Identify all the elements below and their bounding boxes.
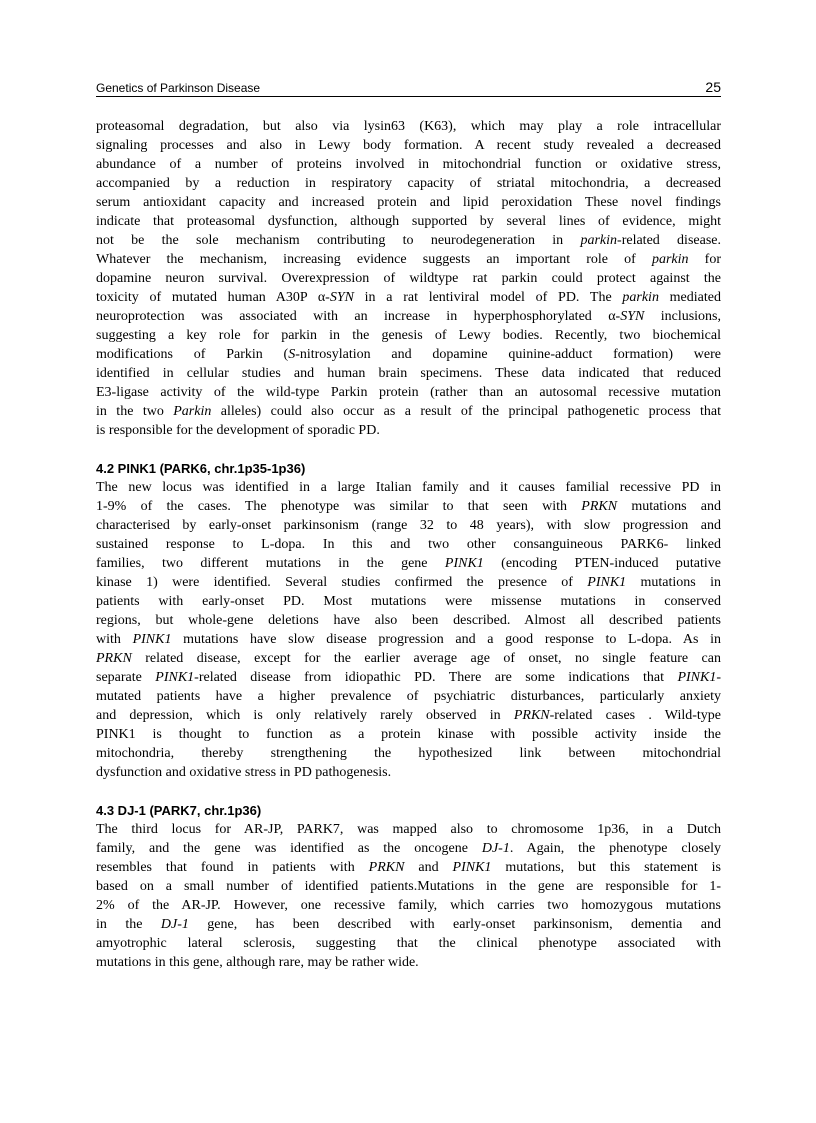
text-run: neuroprotection was associated with an increase in hyperphosphorylated α-: [96, 309, 621, 324]
text-run: is responsible for the development of sporadic PD.: [96, 423, 380, 438]
text-line: [96, 934, 721, 953]
running-title: Genetics of Parkinson Disease: [96, 81, 261, 95]
text-run: accompanied by a reduction in respiratory capacity of striatal mitochondria, a decreased: [96, 176, 721, 191]
text-line: [96, 212, 721, 231]
italic-term: SYN: [620, 309, 645, 324]
text-line: [96, 288, 721, 307]
text-line: [96, 269, 721, 288]
text-line: [96, 820, 721, 839]
text-run: resembles that found in patients with: [96, 860, 369, 875]
text-line: [96, 402, 721, 421]
text-run: mutations in this gene, although rare, may be rather wide.: [96, 955, 419, 970]
text-run: -related disease.: [617, 233, 721, 248]
text-line: [96, 687, 721, 706]
text-line: [96, 155, 721, 174]
text-run: proteasomal degradation, but also via lysin63 (K63), which may play a role intracellular: [96, 119, 721, 134]
text-run: not be the sole mechanism contributing to neurodegeneration in: [96, 233, 581, 248]
text-line: [96, 744, 721, 763]
text-line: [96, 516, 721, 535]
text-line: [96, 763, 721, 782]
text-run: dysfunction and oxidative stress in PD pathogenesis.: [96, 765, 392, 780]
text-run: and: [404, 860, 453, 875]
text-line: [96, 858, 721, 877]
text-run: signaling processes and also in Lewy body formation. A recent study revealed a decreased: [96, 138, 721, 153]
section-heading-dj1: 4.3 DJ-1 (PARK7, chr.1p36): [96, 803, 262, 818]
text-run: with: [96, 632, 133, 647]
text-run: The third locus for AR-JP, PARK7, was mapped also to chromosome 1p36, in a Dutch: [96, 822, 721, 837]
page-number: 25: [705, 79, 721, 95]
italic-term: PRKN: [96, 651, 132, 666]
text-run: kinase 1) were identified. Several studies confirmed the presence of: [96, 575, 588, 590]
paragraph: [96, 117, 721, 440]
text-run: -related disease from idiopathic PD. There are some indications that: [194, 670, 678, 685]
text-run: gene, has been described with early-onset parkinsonism, dementia and: [188, 917, 721, 932]
text-line: [96, 478, 721, 497]
italic-term: PINK1: [444, 556, 484, 571]
text-line: [96, 497, 721, 516]
text-line: [96, 649, 721, 668]
body-text: [96, 117, 721, 972]
text-line: [96, 630, 721, 649]
text-run: mitochondria, thereby strengthening the hypothesized link between mitochondrial: [96, 746, 721, 761]
text-run: modifications of Parkin (: [96, 347, 289, 362]
text-run: in a rat lentiviral model of PD. The: [353, 290, 623, 305]
text-line: [96, 174, 721, 193]
text-line: [96, 250, 721, 269]
text-run: mutated patients have a higher prevalence of psychiatric disturbances, particularly anxiety: [96, 689, 721, 704]
text-run: dopamine neuron survival. Overexpression of wildtype rat parkin could protect against the: [96, 271, 721, 286]
text-line: [96, 725, 721, 744]
text-run: toxicity of mutated human A30P α-: [96, 290, 330, 305]
italic-term: Parkin: [173, 404, 212, 419]
text-run: E3-ligase activity of the wild-type Parkin protein (rather than an autosomal recessive mutation: [96, 385, 721, 400]
text-run: serum antioxidant capacity and increased protein and lipid peroxidation These novel findings: [96, 195, 721, 210]
italic-term: PINK1: [677, 670, 717, 685]
italic-term: parkin: [580, 233, 618, 248]
italic-term: PINK1: [587, 575, 627, 590]
text-line: [96, 896, 721, 915]
text-line: [96, 326, 721, 345]
text-run: regions, but whole-gene deletions have also been described. Almost all described patients: [96, 613, 721, 628]
italic-term: parkin: [622, 290, 659, 305]
paragraph: [96, 478, 721, 782]
text-run: 2% of the AR-JP. However, one recessive family, which carries two homozygous mutations: [96, 898, 721, 913]
paragraph: [96, 820, 721, 972]
running-header: [96, 77, 721, 97]
text-line: [96, 231, 721, 250]
text-run: based on a small number of identified patients.Mutations in the gene are responsible for 1-: [96, 879, 721, 894]
text-run: . Again, the phenotype closely: [509, 841, 721, 856]
text-run: abundance of a number of proteins involved in mitochondrial function or oxidative stress,: [96, 157, 721, 172]
text-run: PINK1 is thought to function as a protein kinase with possible activity inside the: [96, 727, 721, 742]
text-run: mutations in: [626, 575, 721, 590]
text-run: inclusions,: [644, 309, 721, 324]
italic-term: PRKN: [368, 860, 405, 875]
italic-term: DJ-1: [481, 841, 510, 856]
text-run: alleles) could also occur as a result of the principal pathogenetic process that: [211, 404, 721, 419]
text-run: identified in cellular studies and human brain specimens. These data indicated that reduced: [96, 366, 721, 381]
text-run: and depression, which is only relatively rarely observed in: [96, 708, 514, 723]
text-run: -: [716, 670, 721, 685]
italic-term: PINK1: [132, 632, 172, 647]
text-run: sustained response to L-dopa. In this and two other consanguineous PARK6- linked: [96, 537, 721, 552]
text-line: [96, 915, 721, 934]
italic-term: DJ-1: [160, 917, 189, 932]
section-heading-pink1: 4.2 PINK1 (PARK6, chr.1p35-1p36): [96, 461, 306, 476]
text-run: mutations, but this statement is: [491, 860, 721, 875]
text-line: [96, 877, 721, 896]
text-run: (encoding PTEN-induced putative: [483, 556, 721, 571]
text-run: mediated: [658, 290, 721, 305]
text-line: [96, 611, 721, 630]
text-run: families, two different mutations in the gene: [96, 556, 445, 571]
text-run: characterised by early-onset parkinsonism (range 32 to 48 years), with slow progression and: [96, 518, 721, 533]
text-run: related disease, except for the earlier average age of onset, no single feature can: [131, 651, 721, 666]
text-run: indicate that proteasomal dysfunction, although supported by several lines of evidence, might: [96, 214, 721, 229]
text-run: Whatever the mechanism, increasing evidence suggests an important role of: [96, 252, 652, 267]
text-run: family, and the gene was identified as the oncogene: [96, 841, 482, 856]
text-run: The new locus was identified in a large Italian family and it causes familial recessive PD in: [96, 480, 721, 495]
italic-term: S: [288, 347, 296, 362]
text-run: mutations have slow disease progression and a good response to L-dopa. As in: [171, 632, 722, 647]
text-line: [96, 592, 721, 611]
text-line: [96, 535, 721, 554]
text-run: -related cases . Wild-type: [549, 708, 721, 723]
text-run: in the two: [96, 404, 174, 419]
text-line: [96, 421, 721, 440]
text-run: separate: [96, 670, 156, 685]
text-run: amyotrophic lateral sclerosis, suggesting that the clinical phenotype associated with: [96, 936, 721, 951]
text-line: [96, 706, 721, 725]
italic-term: PRKN: [513, 708, 550, 723]
text-run: for: [688, 252, 721, 267]
italic-term: SYN: [329, 290, 354, 305]
text-line: [96, 953, 721, 972]
text-line: [96, 136, 721, 155]
text-line: [96, 839, 721, 858]
italic-term: PINK1: [155, 670, 195, 685]
text-line: [96, 554, 721, 573]
text-line: [96, 573, 721, 592]
text-line: [96, 117, 721, 136]
text-line: [96, 364, 721, 383]
text-line: [96, 383, 721, 402]
italic-term: parkin: [651, 252, 689, 267]
text-line: [96, 345, 721, 364]
text-line: [96, 307, 721, 326]
text-run: suggesting a key role for parkin in the genesis of Lewy bodies. Recently, two biochemical: [96, 328, 721, 343]
italic-term: PRKN: [581, 499, 618, 514]
text-run: 1-9% of the cases. The phenotype was similar to that seen with: [96, 499, 582, 514]
text-run: in the: [96, 917, 161, 932]
text-line: [96, 668, 721, 687]
text-line: [96, 193, 721, 212]
italic-term: PINK1: [452, 860, 492, 875]
text-run: -nitrosylation and dopamine quinine-adduct formation) were: [295, 347, 721, 362]
text-run: patients with early-onset PD. Most mutations were missense mutations in conserved: [96, 594, 721, 609]
text-run: mutations and: [617, 499, 721, 514]
